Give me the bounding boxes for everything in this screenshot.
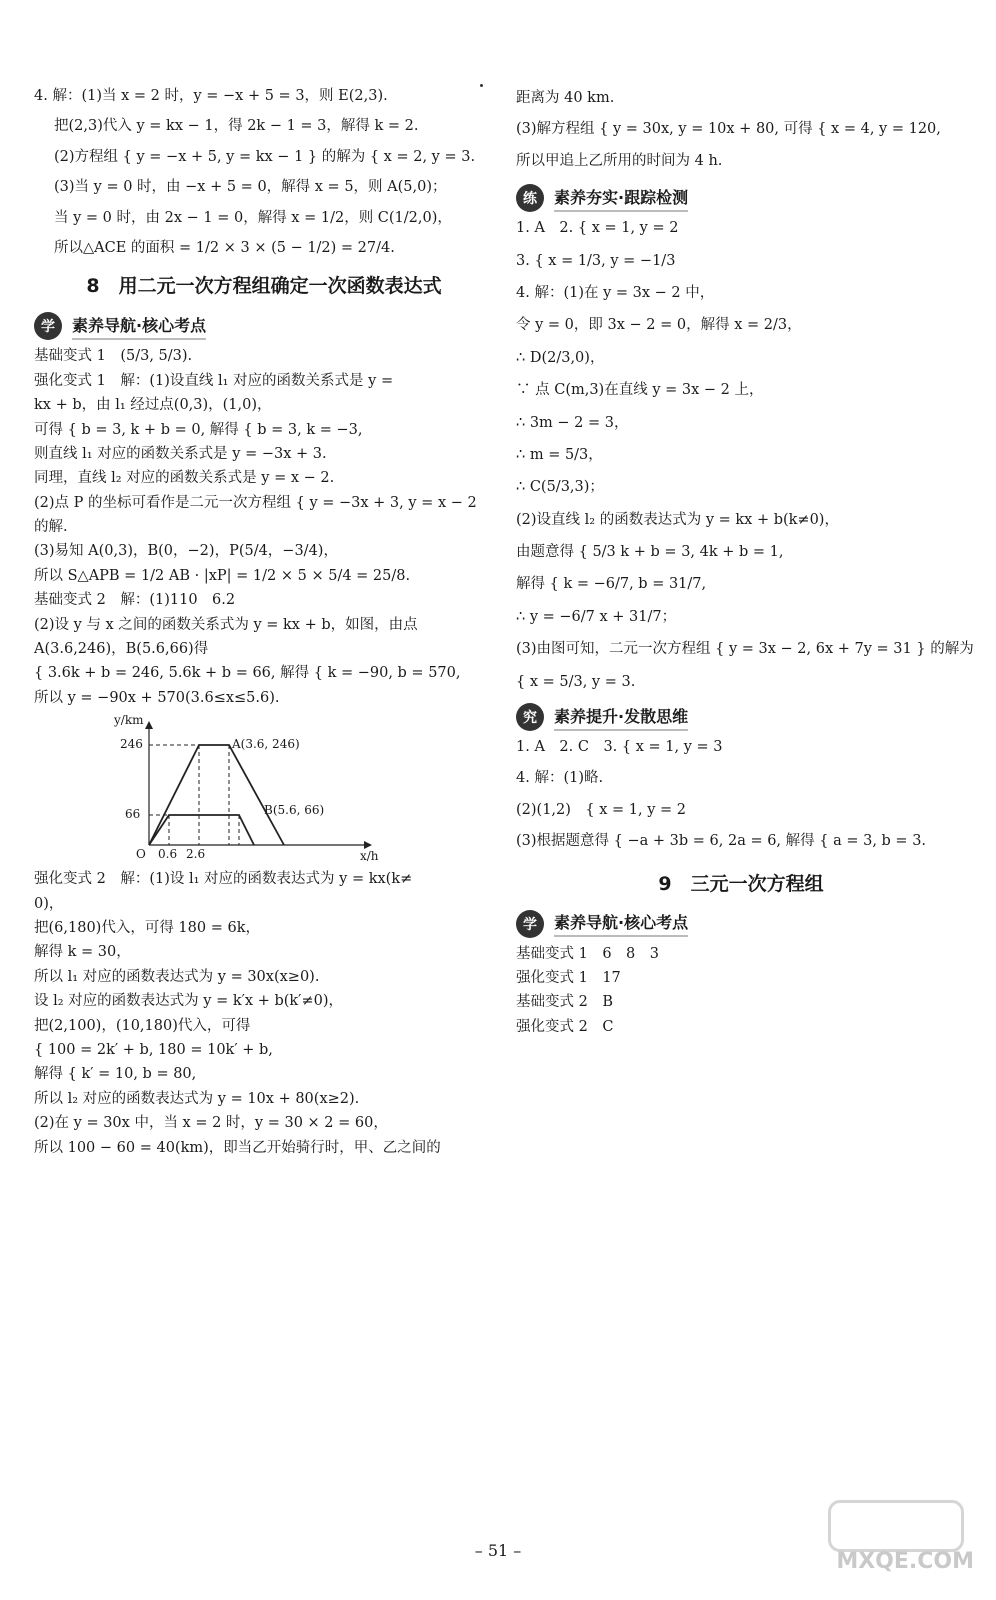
x-tick-2-6: 2.6 (186, 847, 206, 862)
graph-line-lower (149, 815, 254, 845)
watermark-text: MXQE.COM (836, 1549, 974, 1574)
text-line: 把(6,180)代入，可得 180 = 6k， (34, 919, 260, 936)
text-line: (2)设直线 l₂ 的函数表达式为 y = kx + b(k≠0)， (516, 511, 839, 528)
text-line: 所以 y = −90x + 570(3.6≤x≤5.6). (34, 689, 280, 706)
text-line: 基础变式 1 (5/3, 5/3). (34, 348, 193, 365)
text-line: 强化变式 2 C (516, 1018, 614, 1035)
continued-solution (516, 90, 966, 170)
text-line: 把(2,100)，(10,180)代入，可得 (34, 1017, 251, 1034)
text-line: 3. { x = 1/3, y = −1/3 (516, 252, 676, 269)
text-line: 可得 { b = 3, k + b = 0, 解得 { b = 3, k = −3, (34, 421, 363, 438)
page-number: – 51 – (474, 1541, 522, 1560)
header-core-points (34, 312, 494, 340)
text-line: ∴ D(2/3,0)， (516, 349, 605, 366)
text-line: 则直线 l₁ 对应的函数关系式是 y = −3x + 3. (34, 445, 327, 462)
practice-content (516, 220, 974, 691)
origin-label: O (136, 847, 146, 862)
point-b-label: B(5.6, 66) (264, 803, 325, 818)
text-line: 当 y = 0 时，由 2x − 1 = 0，解得 x = 1/2，则 C(1/2,0)， (54, 209, 452, 226)
text-line: 的解. (34, 519, 68, 536)
text-line: 4. 解：(1)当 x = 2 时，y = −x + 5 = 3，则 E(2,3). (34, 88, 388, 104)
text-line: 强化变式 1 17 (516, 969, 621, 986)
header-label: 素养导航·核心考点 (72, 313, 206, 340)
text-line: 由题意得 { 5/3 k + b = 3, 4k + b = 1, (516, 544, 784, 561)
text-line: 把(2,3)代入 y = kx − 1，得 2k − 1 = 3，解得 k = 2. (54, 118, 419, 135)
text-line: 基础变式 1 6 8 3 (516, 945, 660, 962)
text-line: 解得 k = 30， (34, 944, 131, 961)
text-line: 同理，直线 l₂ 对应的函数关系式是 y = x − 2. (34, 470, 335, 487)
text-line: 基础变式 2 B (516, 994, 613, 1011)
section-9-title: 9 三元一次方程组 (658, 872, 824, 895)
y-axis-label: y/km (114, 713, 144, 728)
header-label: 素养提升·发散思维 (554, 704, 688, 731)
text-line: { 100 = 2k′ + b, 180 = 10k′ + b, (34, 1041, 273, 1058)
text-line: (3)根据题意得 { −a + 3b = 6, 2a = 6, 解得 { a = 3, b = 3. (516, 833, 927, 850)
x-tick-0-6: 0.6 (158, 847, 178, 862)
text-line: (2)点 P 的坐标可看作是二元一次方程组 { y = −3x + 3, y = x − 2 (34, 494, 477, 511)
text-line: (2)设 y 与 x 之间的函数关系式为 y = kx + b，如图，由点 (34, 616, 418, 633)
text-line: 4. 解：(1)略. (516, 770, 604, 787)
section-8-title: 8 用二元一次方程组确定一次函数表达式 (86, 275, 442, 298)
header-core-points-2 (516, 910, 966, 938)
text-line: 所以 S△APB = 1/2 AB · |xP| = 1/2 × 5 × 5/4 = 25/8. (34, 567, 411, 584)
distance-time-graph (114, 713, 384, 865)
study-badge-icon: 学 (34, 312, 62, 340)
text-line: 基础变式 2 解：(1)110 6.2 (34, 592, 236, 609)
y-axis-arrow-icon (145, 721, 153, 729)
text-line: 所以甲追上乙所用的时间为 4 h. (516, 152, 723, 169)
y-tick-246: 246 (120, 737, 143, 752)
text-line: ∵ 点 C(m,3)在直线 y = 3x − 2 上， (516, 382, 764, 399)
x-axis-arrow-icon (364, 841, 372, 849)
problem-4-solution (34, 88, 494, 257)
core-points-content (34, 348, 494, 707)
text-line: ∴ m = 5/3， (516, 446, 603, 463)
text-line: (3)易知 A(0,3)，B(0，−2)，P(5/4，−3/4)， (34, 543, 338, 560)
text-line: 所以△ACE 的面积 = 1/2 × 3 × (5 − 1/2) = 27/4. (54, 239, 395, 256)
text-line: 设 l₂ 对应的函数表达式为 y = k′x + b(k′≠0)， (34, 993, 344, 1010)
text-line: 令 y = 0，即 3x − 2 = 0，解得 x = 2/3， (516, 317, 802, 334)
text-line: A(3.6,246)，B(5.6,66)得 (34, 641, 209, 658)
header-label: 素养夯实·跟踪检测 (554, 185, 688, 212)
text-line: (2)方程组 { y = −x + 5, y = kx − 1 } 的解为 { x = 2, y = 3. (54, 148, 476, 165)
header-improvement (516, 703, 966, 731)
text-line: { 3.6k + b = 246, 5.6k + b = 66, 解得 { k = −90, b = 570, (34, 665, 461, 682)
text-line: ∴ 3m − 2 = 3， (516, 414, 629, 431)
text-line: (3)当 y = 0 时，由 −x + 5 = 0，解得 x = 5，则 A(5,0)； (54, 179, 447, 196)
text-line: 1. A 2. { x = 1, y = 2 (516, 220, 679, 237)
text-line: kx + b，由 l₁ 经过点(0,3)，(1,0)， (34, 397, 272, 414)
text-line: 4. 解：(1)在 y = 3x − 2 中， (516, 284, 715, 301)
text-line: (2)在 y = 30x 中，当 x = 2 时，y = 30 × 2 = 60， (34, 1115, 388, 1132)
left-column (34, 88, 494, 1157)
text-line: 解得 { k′ = 10, b = 80, (34, 1066, 197, 1083)
text-line: 0)， (34, 895, 64, 912)
text-line: ∴ y = −6/7 x + 31/7； (516, 608, 677, 625)
practice-badge-icon: 练 (516, 184, 544, 212)
text-line: (3)解方程组 { y = 30x, y = 10x + 80, 可得 { x = 4, y = 120, (516, 121, 941, 138)
variant-2-solution (34, 871, 494, 1157)
text-line: ∴ C(5/3,3)； (516, 479, 604, 496)
text-line: (2)(1,2) { x = 1, y = 2 (516, 801, 687, 818)
text-line: (3)由图可知，二元一次方程组 { y = 3x − 2, 6x + 7y = 31 } 的解为 (516, 641, 974, 658)
text-line: 强化变式 2 解：(1)设 l₁ 对应的函数表达式为 y = kx(k≠ (34, 871, 413, 888)
text-line: 所以 l₁ 对应的函数表达式为 y = 30x(x≥0). (34, 968, 320, 985)
watermark-badge-icon (828, 1500, 964, 1552)
study-badge-icon: 学 (516, 910, 544, 938)
text-line: 1. A 2. C 3. { x = 1, y = 3 (516, 739, 723, 756)
header-practice (516, 184, 966, 212)
text-line: { x = 5/3, y = 3. (516, 673, 636, 690)
text-line: 所以 100 − 60 = 40(km)，即当乙开始骑行时，甲、乙之间的 (34, 1139, 441, 1156)
right-column (516, 90, 974, 1036)
text-line: 所以 l₂ 对应的函数表达式为 y = 10x + 80(x≥2). (34, 1090, 360, 1107)
section-9-answers (516, 946, 966, 1037)
y-tick-66: 66 (125, 807, 141, 822)
text-line: 解得 { k = −6/7, b = 31/7, (516, 576, 707, 593)
text-line: 强化变式 1 解：(1)设直线 l₁ 对应的函数关系式是 y = (34, 372, 394, 389)
text-line: 距离为 40 km. (516, 90, 615, 106)
x-axis-label: x/h (360, 849, 379, 864)
header-label: 素养导航·核心考点 (554, 910, 688, 937)
improvement-content (516, 739, 966, 851)
watermark-logo (824, 1500, 974, 1574)
explore-badge-icon: 究 (516, 703, 544, 731)
top-dot (480, 84, 483, 87)
point-a-label: A(3.6, 246) (232, 737, 300, 752)
